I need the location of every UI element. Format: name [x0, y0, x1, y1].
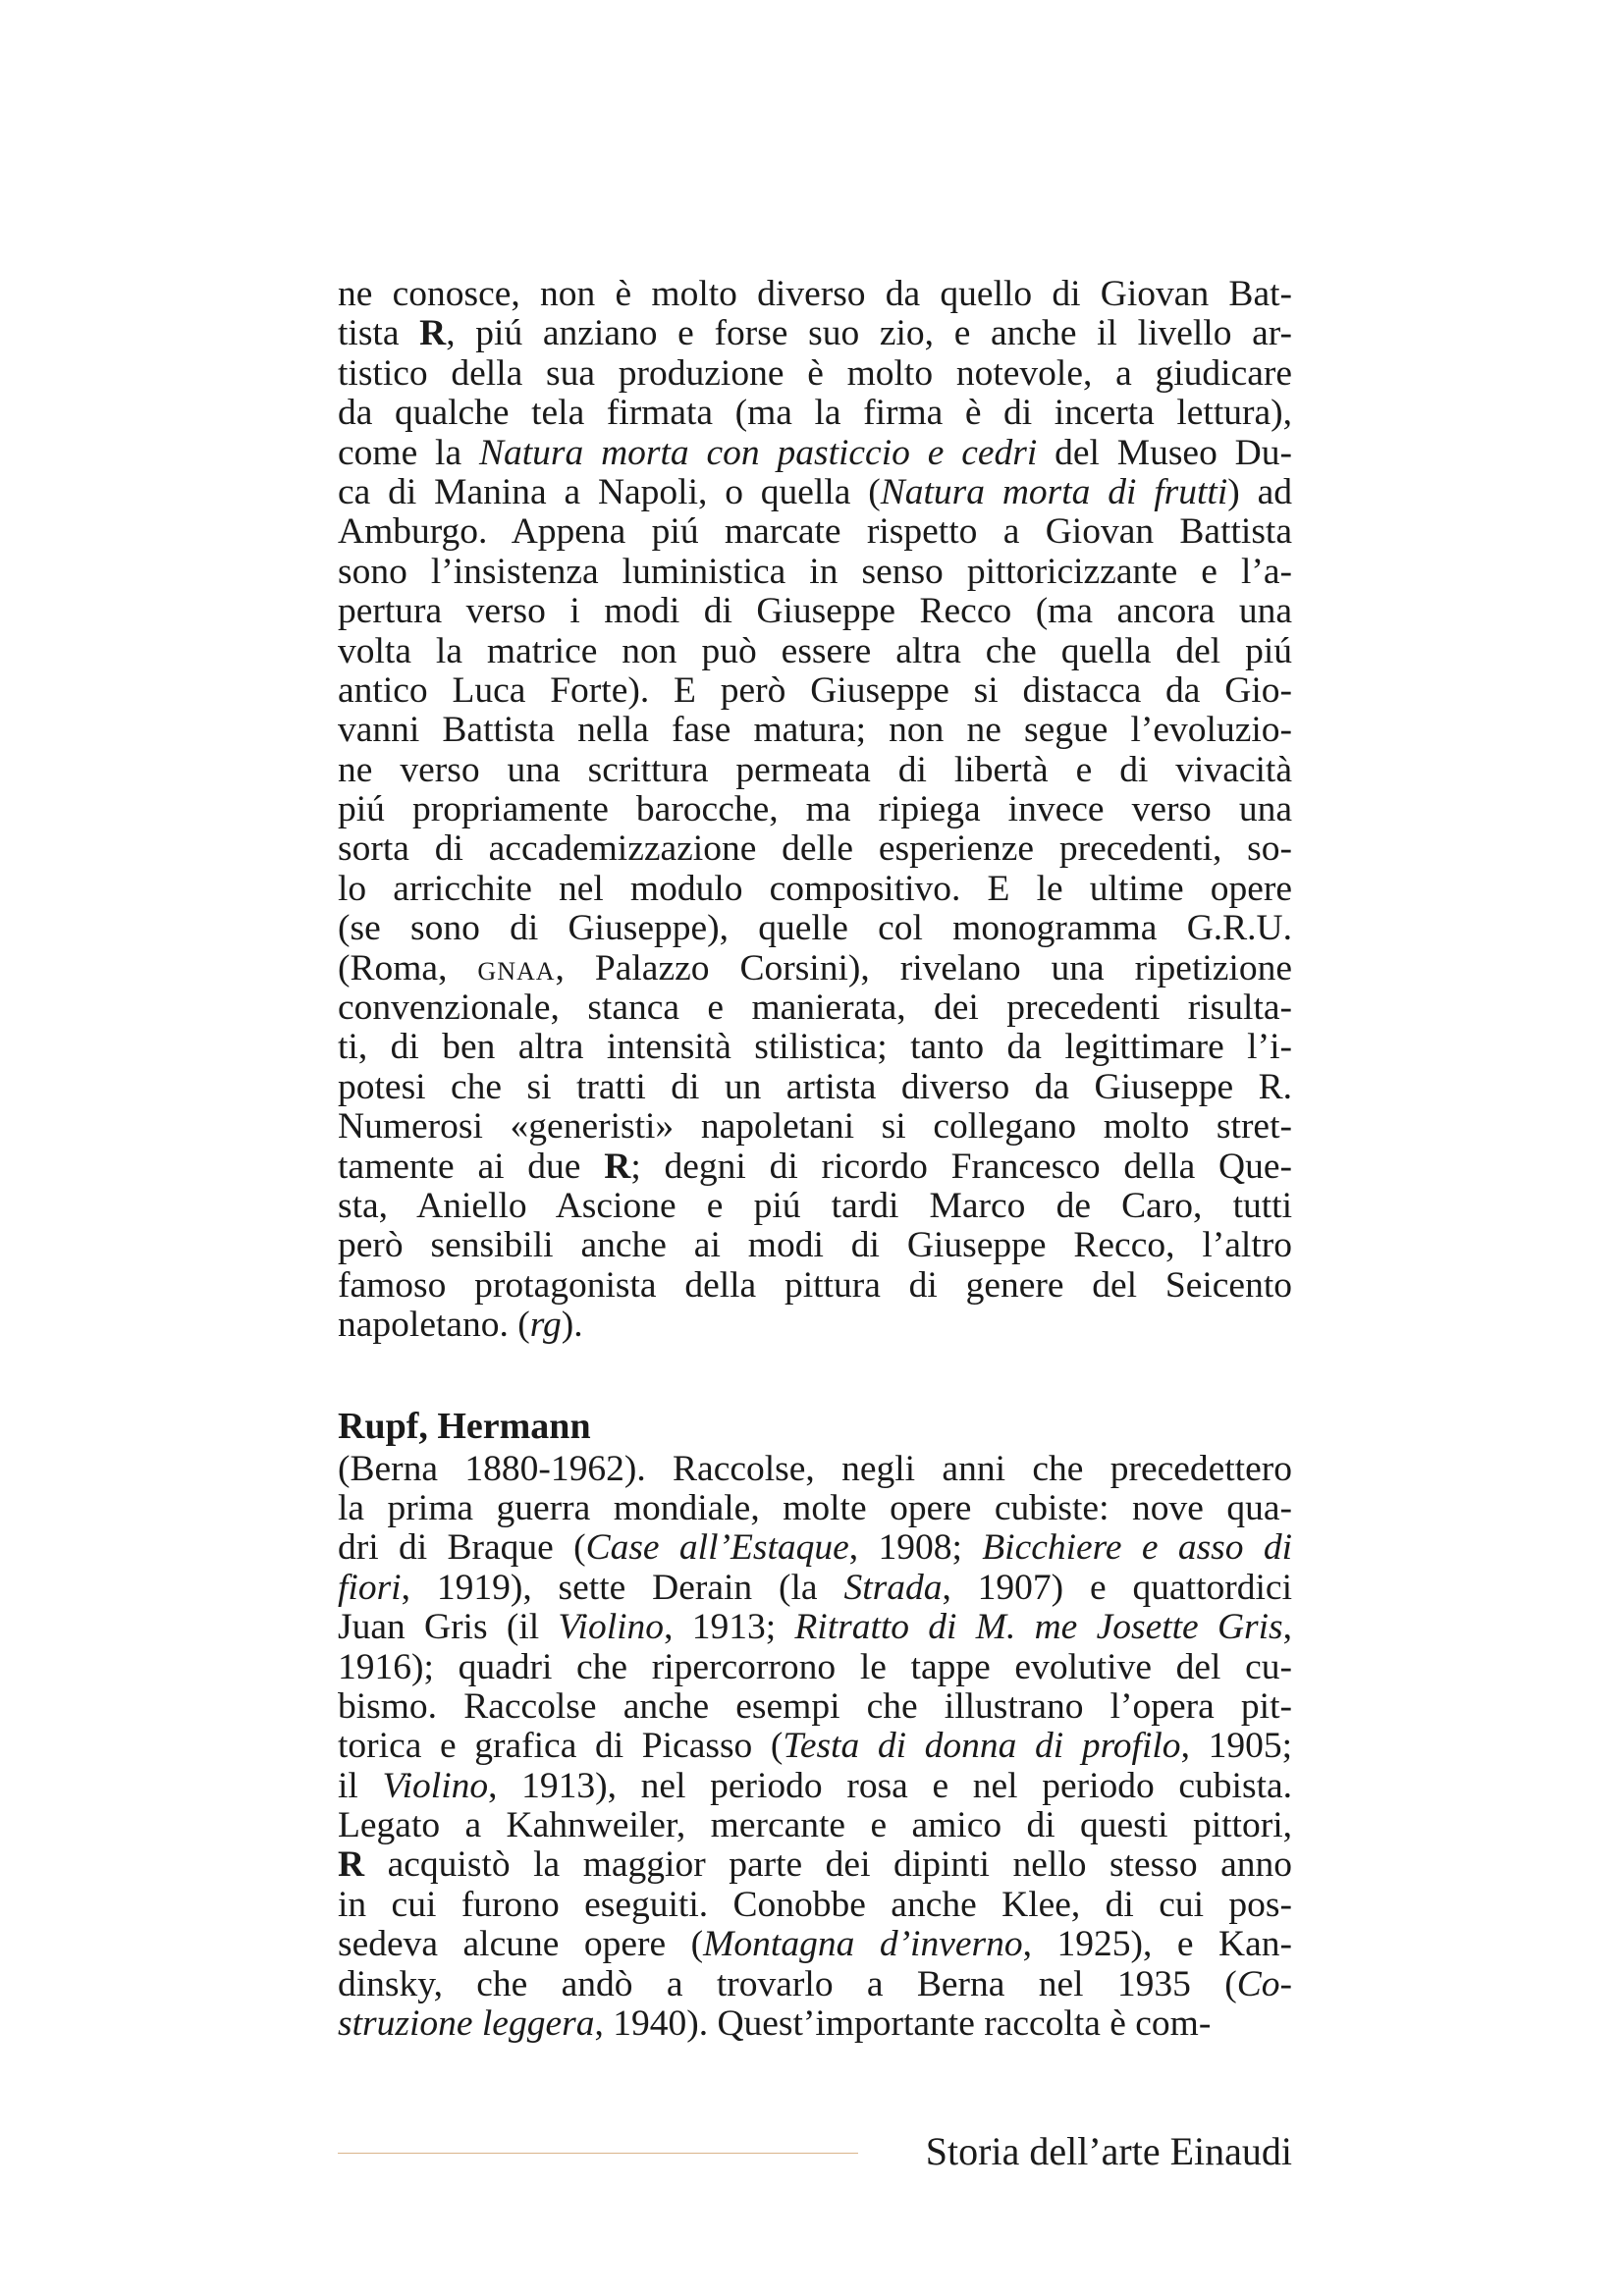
text-line: famoso protagonista della pittura di genere del Seicento [338, 1264, 1292, 1306]
text-line: tista R, piú anziano e forse suo zio, e anche il livello ar- [338, 313, 1293, 354]
text-line: Juan Gris (il Violino, 1913; Ritratto di M. me Josette Gris, [338, 1607, 1293, 1648]
text-line: dri di Braque (Case all’Estaque, 1908; Bicchiere e asso di [338, 1527, 1292, 1569]
text-line: pertura verso i modi di Giuseppe Recco (ma ancora una [338, 591, 1292, 632]
entry-rupf-text [338, 1450, 1292, 2045]
text-line: sorta di accademizzazione delle esperienze precedenti, so- [338, 828, 1292, 870]
text-line: torica e grafica di Picasso (Testa di donna di profilo, 1905; [338, 1726, 1292, 1767]
page-body [338, 275, 1292, 2044]
text-line: ne conosce, non è molto diverso da quello di Giovan Bat- [338, 274, 1292, 314]
footer-rule [338, 2153, 858, 2154]
text-line: Legato a Kahnweiler, mercante e amico di questi pittori, [338, 1805, 1292, 1846]
text-line: sono l’insistenza luministica in senso pittoricizzante e l’a- [338, 551, 1292, 592]
text-line: (se sono di Giuseppe), quelle col monogramma G.R.U. [338, 908, 1292, 949]
text-line: ti, di ben altra intensità stilistica; tanto da legittimare l’i- [338, 1027, 1292, 1068]
text-line: fiori, 1919), sette Derain (la Strada, 1907) e quattordici [338, 1567, 1292, 1608]
text-line: da qualche tela firmata (ma la firma è di incerta lettura), [338, 393, 1292, 434]
text-line: la prima guerra mondiale, molte opere cubiste: nove qua- [338, 1487, 1292, 1528]
text-line: struzione leggera, 1940). Quest’importante raccolta è com- [338, 2003, 1212, 2045]
page-footer [338, 2128, 1292, 2177]
footer-title: Storia dell’arte Einaudi [925, 2129, 1292, 2173]
text-line: come la Natura morta con pasticcio e cedri del Museo Du- [338, 432, 1292, 473]
text-line: (Roma, gnaa, Palazzo Corsini), rivelano una ripetizione [338, 947, 1292, 988]
text-line: R acquistò la maggior parte dei dipinti nello stesso anno [338, 1844, 1292, 1886]
text-line: ca di Manina a Napoli, o quella (Natura morta di frutti) ad [338, 471, 1292, 512]
text-line: vanni Battista nella fase matura; non ne segue l’evoluzio- [338, 710, 1292, 751]
text-line: sedeva alcune opere (Montagna d’inverno, 1925), e Kan- [338, 1924, 1292, 1965]
text-line: antico Luca Forte). E però Giuseppe si distacca da Gio- [338, 669, 1292, 711]
text-line: in cui furono eseguiti. Conobbe anche Klee, di cui pos- [338, 1884, 1292, 1925]
text-line: Numerosi «generisti» napoletani si collegano molto stret- [338, 1106, 1292, 1148]
text-line: Amburgo. Appena piú marcate rispetto a Giovan Battista [338, 511, 1292, 553]
entry-recco-continuation [338, 275, 1292, 1346]
text-line: ne verso una scrittura permeata di libertà e di vivacità [338, 749, 1292, 790]
text-line: lo arricchite nel modulo compositivo. E le ultime opere [338, 868, 1292, 909]
text-line: però sensibili anche ai modi di Giuseppe Recco, l’altro [338, 1225, 1292, 1266]
text-line: volta la matrice non può essere altra che quella del piú [338, 630, 1292, 671]
text-line: tamente ai due R; degni di ricordo Francesco della Que- [338, 1146, 1292, 1187]
entry-heading: Rupf, Hermann [338, 1405, 591, 1447]
text-line: convenzionale, stanca e manierata, dei precedenti risulta- [338, 988, 1292, 1029]
section-gap [338, 1346, 1292, 1403]
text-line: il Violino, 1913), nel periodo rosa e nel periodo cubista. [338, 1765, 1293, 1806]
text-line: potesi che si tratti di un artista diverso da Giuseppe R. [338, 1066, 1292, 1107]
text-line: napoletano. (rg). [338, 1305, 583, 1346]
text-line: sta, Aniello Ascione e piú tardi Marco de Caro, tutti [338, 1185, 1292, 1226]
text-line: 1916); quadri che ripercorrono le tappe evolutive del cu- [338, 1646, 1292, 1687]
text-line: dinsky, che andò a trovarlo a Berna nel 1935 (Co- [338, 1963, 1292, 2004]
text-line: piú propriamente barocche, ma ripiega invece verso una [338, 789, 1292, 830]
text-line: tistico della sua produzione è molto notevole, a giudicare [338, 352, 1292, 394]
text-line: (Berna 1880-1962). Raccolse, negli anni che precedettero [338, 1448, 1292, 1489]
text-line: bismo. Raccolse anche esempi che illustrano l’opera pit- [338, 1685, 1292, 1727]
